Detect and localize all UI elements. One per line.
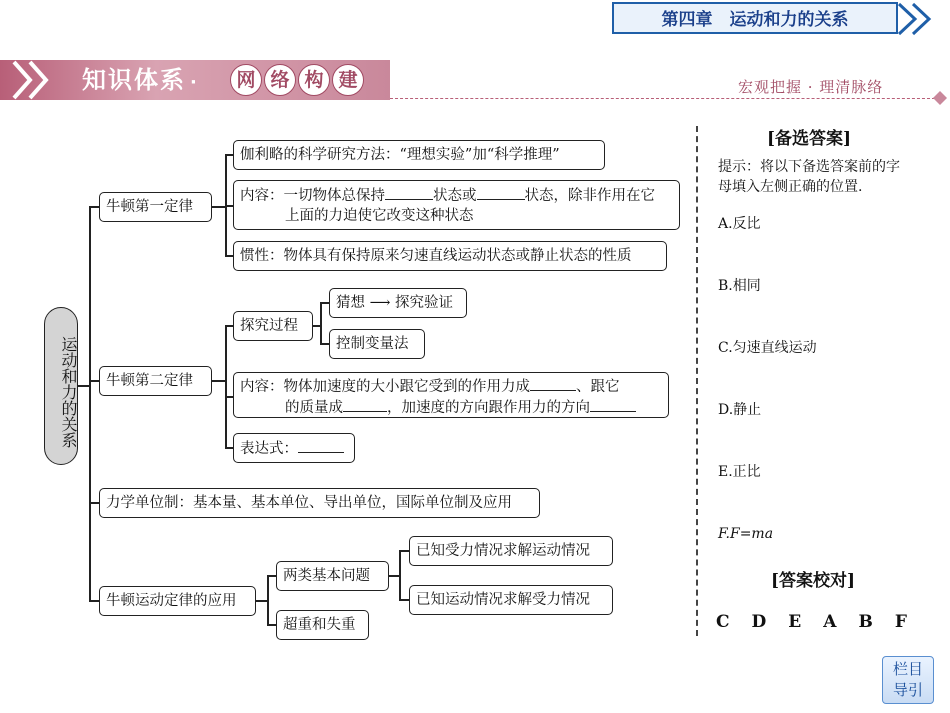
node-law1-content: 内容：一切物体总保持 状态或 状态，除非作用在它 上面的力迫使它改变这种状态: [233, 180, 680, 230]
chevron-arrows-icon: [895, 2, 945, 36]
node-control-variables: 控制变量法: [329, 329, 425, 359]
root-node: 运动和力的关系: [44, 307, 78, 465]
answer-2: D: [751, 612, 767, 632]
answer-6: F: [894, 612, 907, 632]
option-c: C.匀速直线运动: [718, 340, 817, 356]
sidebar-hint-2: 母填入左侧正确的位置.: [718, 179, 863, 195]
node-newton-second-law: 牛顿第二定律: [99, 366, 212, 396]
node-expression: 表达式：: [233, 433, 355, 463]
nav-line-1: 栏目: [892, 660, 923, 678]
answer-row: [716, 612, 907, 632]
node-galileo-method: 伽利略的科学研究方法：“理想实验”加“科学推理”: [233, 140, 605, 170]
sidebar-hint-1: 提示：将以下备选答案前的字: [718, 159, 900, 175]
answer-3: E: [788, 612, 802, 632]
node-force-to-motion: 已知受力情况求解运动情况: [409, 536, 613, 566]
diamond-icon: [932, 90, 948, 106]
banner-net-build: 网 络 构 建: [230, 64, 364, 96]
node-overweight-weightless: 超重和失重: [276, 610, 369, 640]
node-two-problems: 两类基本问题: [276, 561, 389, 591]
node-laws-application: 牛顿运动定律的应用: [99, 586, 256, 616]
banner-divider: [390, 98, 935, 99]
option-f: F.F=ma: [718, 526, 774, 542]
node-newton-first-law: 牛顿第一定律: [99, 192, 212, 222]
answer-check-title: [答案校对]: [771, 571, 856, 591]
answer-4: A: [823, 612, 837, 632]
answer-1: C: [716, 612, 730, 632]
node-motion-to-force: 已知运动情况求解受力情况: [409, 585, 613, 615]
node-unit-system: 力学单位制：基本量、基本单位、导出单位，国际单位制及应用: [99, 488, 540, 518]
sidebar-title: [备选答案]: [767, 129, 852, 149]
node-inertia: 惯性：物体具有保持原来匀速直线运动状态或静止状态的性质: [233, 241, 667, 271]
option-d: D.静止: [718, 402, 762, 418]
option-a: A.反比: [718, 216, 761, 232]
banner-title: 知识体系 ·: [82, 66, 199, 94]
banner-subtitle: 宏观把握 · 理清脉络: [738, 78, 884, 96]
section-nav-button[interactable]: [882, 656, 934, 704]
answer-5: B: [858, 612, 873, 632]
nav-line-2: 导引: [892, 681, 923, 699]
banner-chevron-icon: [8, 60, 68, 100]
node-explore-process: 探究过程: [233, 311, 313, 341]
node-guess-verify: 猜想 ⟶ 探究验证: [329, 288, 467, 318]
option-b: B.相同: [718, 278, 761, 294]
chapter-title: 第四章 运动和力的关系: [612, 2, 898, 34]
node-law2-content: 内容：物体加速度的大小跟它受到的作用力成 、跟它 的质量成 ，加速度的方向跟作用力的方向: [233, 372, 669, 418]
sidebar-divider: [696, 126, 698, 636]
option-e: E.正比: [718, 464, 761, 480]
